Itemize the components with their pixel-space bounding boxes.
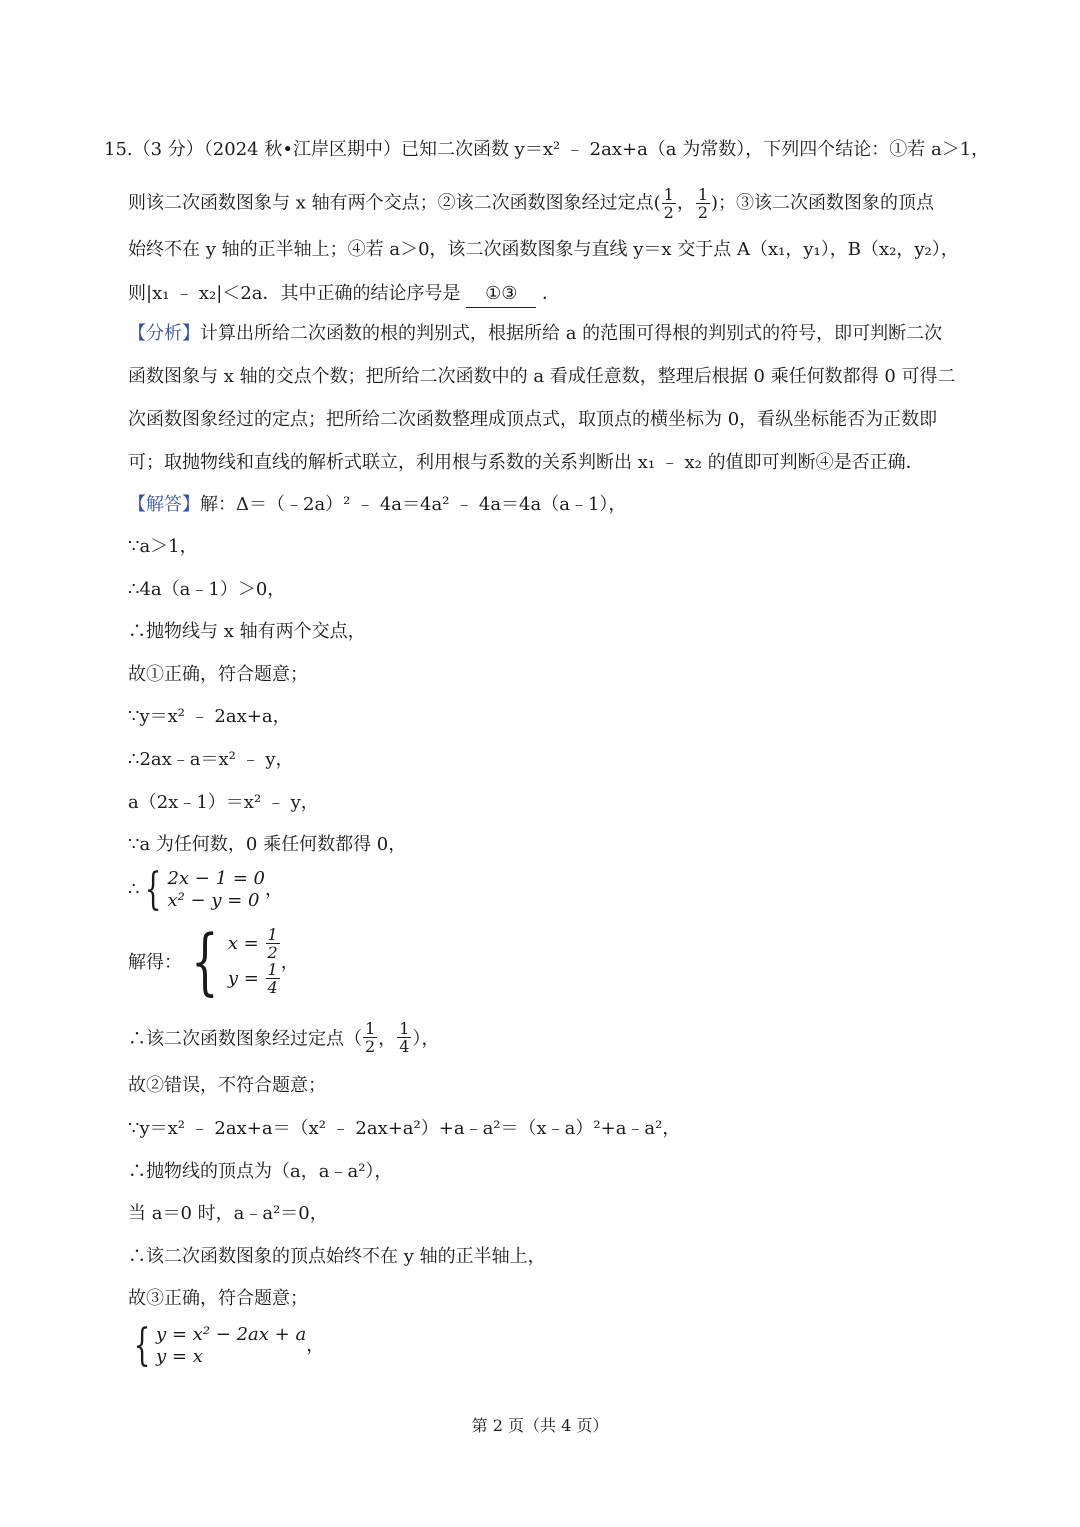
fixed-point-text-b: ，	[378, 1028, 397, 1050]
system-prefix: ∴	[128, 879, 140, 900]
analysis-line-2: 函数图象与 x 轴的交点个数；把所给二次函数中的 a 看成任意数，整理后根据 0 乘任何数都得 0 可得二	[128, 366, 956, 387]
solution-line-2: ∵a＞1，	[128, 536, 198, 557]
system2-equations	[156, 1324, 306, 1368]
analysis-tag: 【分析】	[128, 323, 200, 344]
fraction-numerator: 1	[267, 925, 278, 944]
fraction-denominator: 2	[697, 203, 708, 222]
fraction-x	[266, 926, 280, 961]
problem-line-4	[128, 281, 560, 308]
fraction-denominator: 4	[399, 1037, 410, 1056]
solution-result	[128, 919, 299, 1003]
analysis-text-1: 计算出所给二次函数的根的判别式，根据所给 a 的范围可得根的判别式的符号，即可判断二次	[200, 323, 943, 344]
fraction-denominator: 2	[267, 943, 278, 962]
fraction-denominator: 2	[365, 1037, 376, 1056]
fraction-denominator: 2	[663, 203, 674, 222]
system-equations	[167, 868, 265, 912]
fraction-half-2	[696, 186, 710, 221]
problem-line-2-a: 则该二次函数图象与 x 轴有两个交点；②该二次函数图象经过定点(	[128, 192, 661, 214]
solution-text-1: 解：Δ＝（﹣2a）² ﹣ 4a＝4a² ﹣ 4a＝4a（a﹣1），	[200, 494, 627, 515]
result-x-label: x =	[227, 933, 259, 954]
solution-line-1	[128, 492, 626, 518]
solution-tag: 【解答】	[128, 494, 200, 515]
problem-line-4-b: ．	[541, 283, 560, 304]
fraction-half-1	[662, 186, 676, 221]
problem-line-3: 始终不在 y 轴的正半轴上；④若 a＞0，该二次函数图象与直线 y＝x 交于点 A（x₁，y₁），B（x₂，y₂），	[128, 239, 959, 260]
result-prefix: 解得：	[128, 952, 182, 973]
solution-line-13: 故②错误，不符合题意；	[128, 1075, 326, 1096]
system-eq-2: x² − y = 0	[167, 890, 260, 911]
brace-icon: {	[133, 1320, 151, 1371]
solution-line-9: ∵a 为任何数，0 乘任何数都得 0，	[128, 834, 407, 855]
problem-line-2	[128, 186, 934, 221]
result-suffix: ，	[280, 952, 299, 973]
solution-line-5: 故①正确，符合题意；	[128, 664, 308, 685]
problem-line-2-c: )；③该二次函数图象的顶点	[711, 192, 935, 214]
result-values	[228, 926, 281, 996]
fraction-numerator: 1	[663, 185, 674, 204]
system2-eq-2: y = x	[156, 1346, 203, 1367]
result-x	[228, 926, 281, 961]
solution-line-3: ∴4a（a﹣1）＞0，	[128, 579, 286, 600]
solution-line-12	[128, 1020, 439, 1055]
equation-system-2	[128, 1320, 325, 1371]
solution-line-8: a（2x﹣1）＝x² ﹣ y，	[128, 792, 319, 813]
brace-icon: {	[145, 864, 162, 915]
solution-line-18: 故③正确，符合题意；	[128, 1288, 308, 1309]
equation-system-1	[128, 864, 284, 915]
fraction-numerator: 1	[399, 1019, 410, 1038]
system2-eq-1: y = x² − 2ax + a	[156, 1324, 307, 1345]
fraction-numerator: 1	[697, 185, 708, 204]
solution-line-14: ∵y＝x² ﹣ 2ax+a＝（x² ﹣ 2ax+a²）+a﹣a²＝（x﹣a）²+a﹣a²，	[128, 1118, 681, 1139]
system-suffix: ，	[265, 879, 284, 900]
solution-line-4: ∴抛物线与 x 轴有两个交点，	[128, 621, 366, 642]
page-footer: 第 2 页（共 4 页）	[471, 1416, 609, 1435]
answer-blank: ①③	[466, 281, 536, 308]
fraction-numerator: 1	[365, 1019, 376, 1038]
fraction-denominator: 4	[267, 978, 278, 997]
analysis-line-3: 次函数图象经过的定点；把所给二次函数整理成顶点式，取顶点的横坐标为 0，看纵坐标能否为正数即	[128, 409, 938, 430]
fraction-numerator: 1	[267, 960, 278, 979]
brace-icon: {	[191, 919, 219, 1003]
fraction-y	[266, 961, 280, 996]
solution-line-6: ∵y＝x² ﹣ 2ax+a，	[128, 706, 291, 727]
fixed-point-text-a: ∴该二次函数图象经过定点（	[128, 1028, 362, 1050]
result-y-label: y =	[227, 968, 259, 989]
problem-line-1: 15.（3 分）（2024 秋•江岸区期中）已知二次函数 y＝x² ﹣ 2ax+a（a 为常数），下列四个结论：①若 a＞1，	[104, 139, 990, 160]
solution-line-7: ∴2ax﹣a＝x² ﹣ y，	[128, 749, 294, 770]
fixed-point-text-c: ），	[412, 1028, 440, 1050]
analysis-line-4: 可；取抛物线和直线的解析式联立，利用根与系数的关系判断出 x₁ ﹣ x₂ 的值即可判断④是否正确．	[128, 452, 924, 473]
analysis-line-1	[128, 321, 942, 347]
system2-suffix: ，	[306, 1335, 325, 1356]
solution-line-17: ∴该二次函数图象的顶点始终不在 y 轴的正半轴上，	[128, 1246, 546, 1267]
problem-line-4-a: 则|x₁ ﹣ x₂|＜2a．其中正确的结论序号是	[128, 283, 461, 304]
result-y	[228, 961, 281, 996]
solution-line-15: ∴抛物线的顶点为（a，a﹣a²），	[128, 1161, 393, 1182]
fraction-fixed-x	[363, 1020, 377, 1055]
solution-line-16: 当 a＝0 时，a﹣a²＝0，	[128, 1203, 328, 1224]
system-eq-1: 2x − 1 = 0	[167, 868, 266, 889]
problem-line-2-b: ，	[676, 192, 695, 214]
fraction-fixed-y	[397, 1020, 411, 1055]
